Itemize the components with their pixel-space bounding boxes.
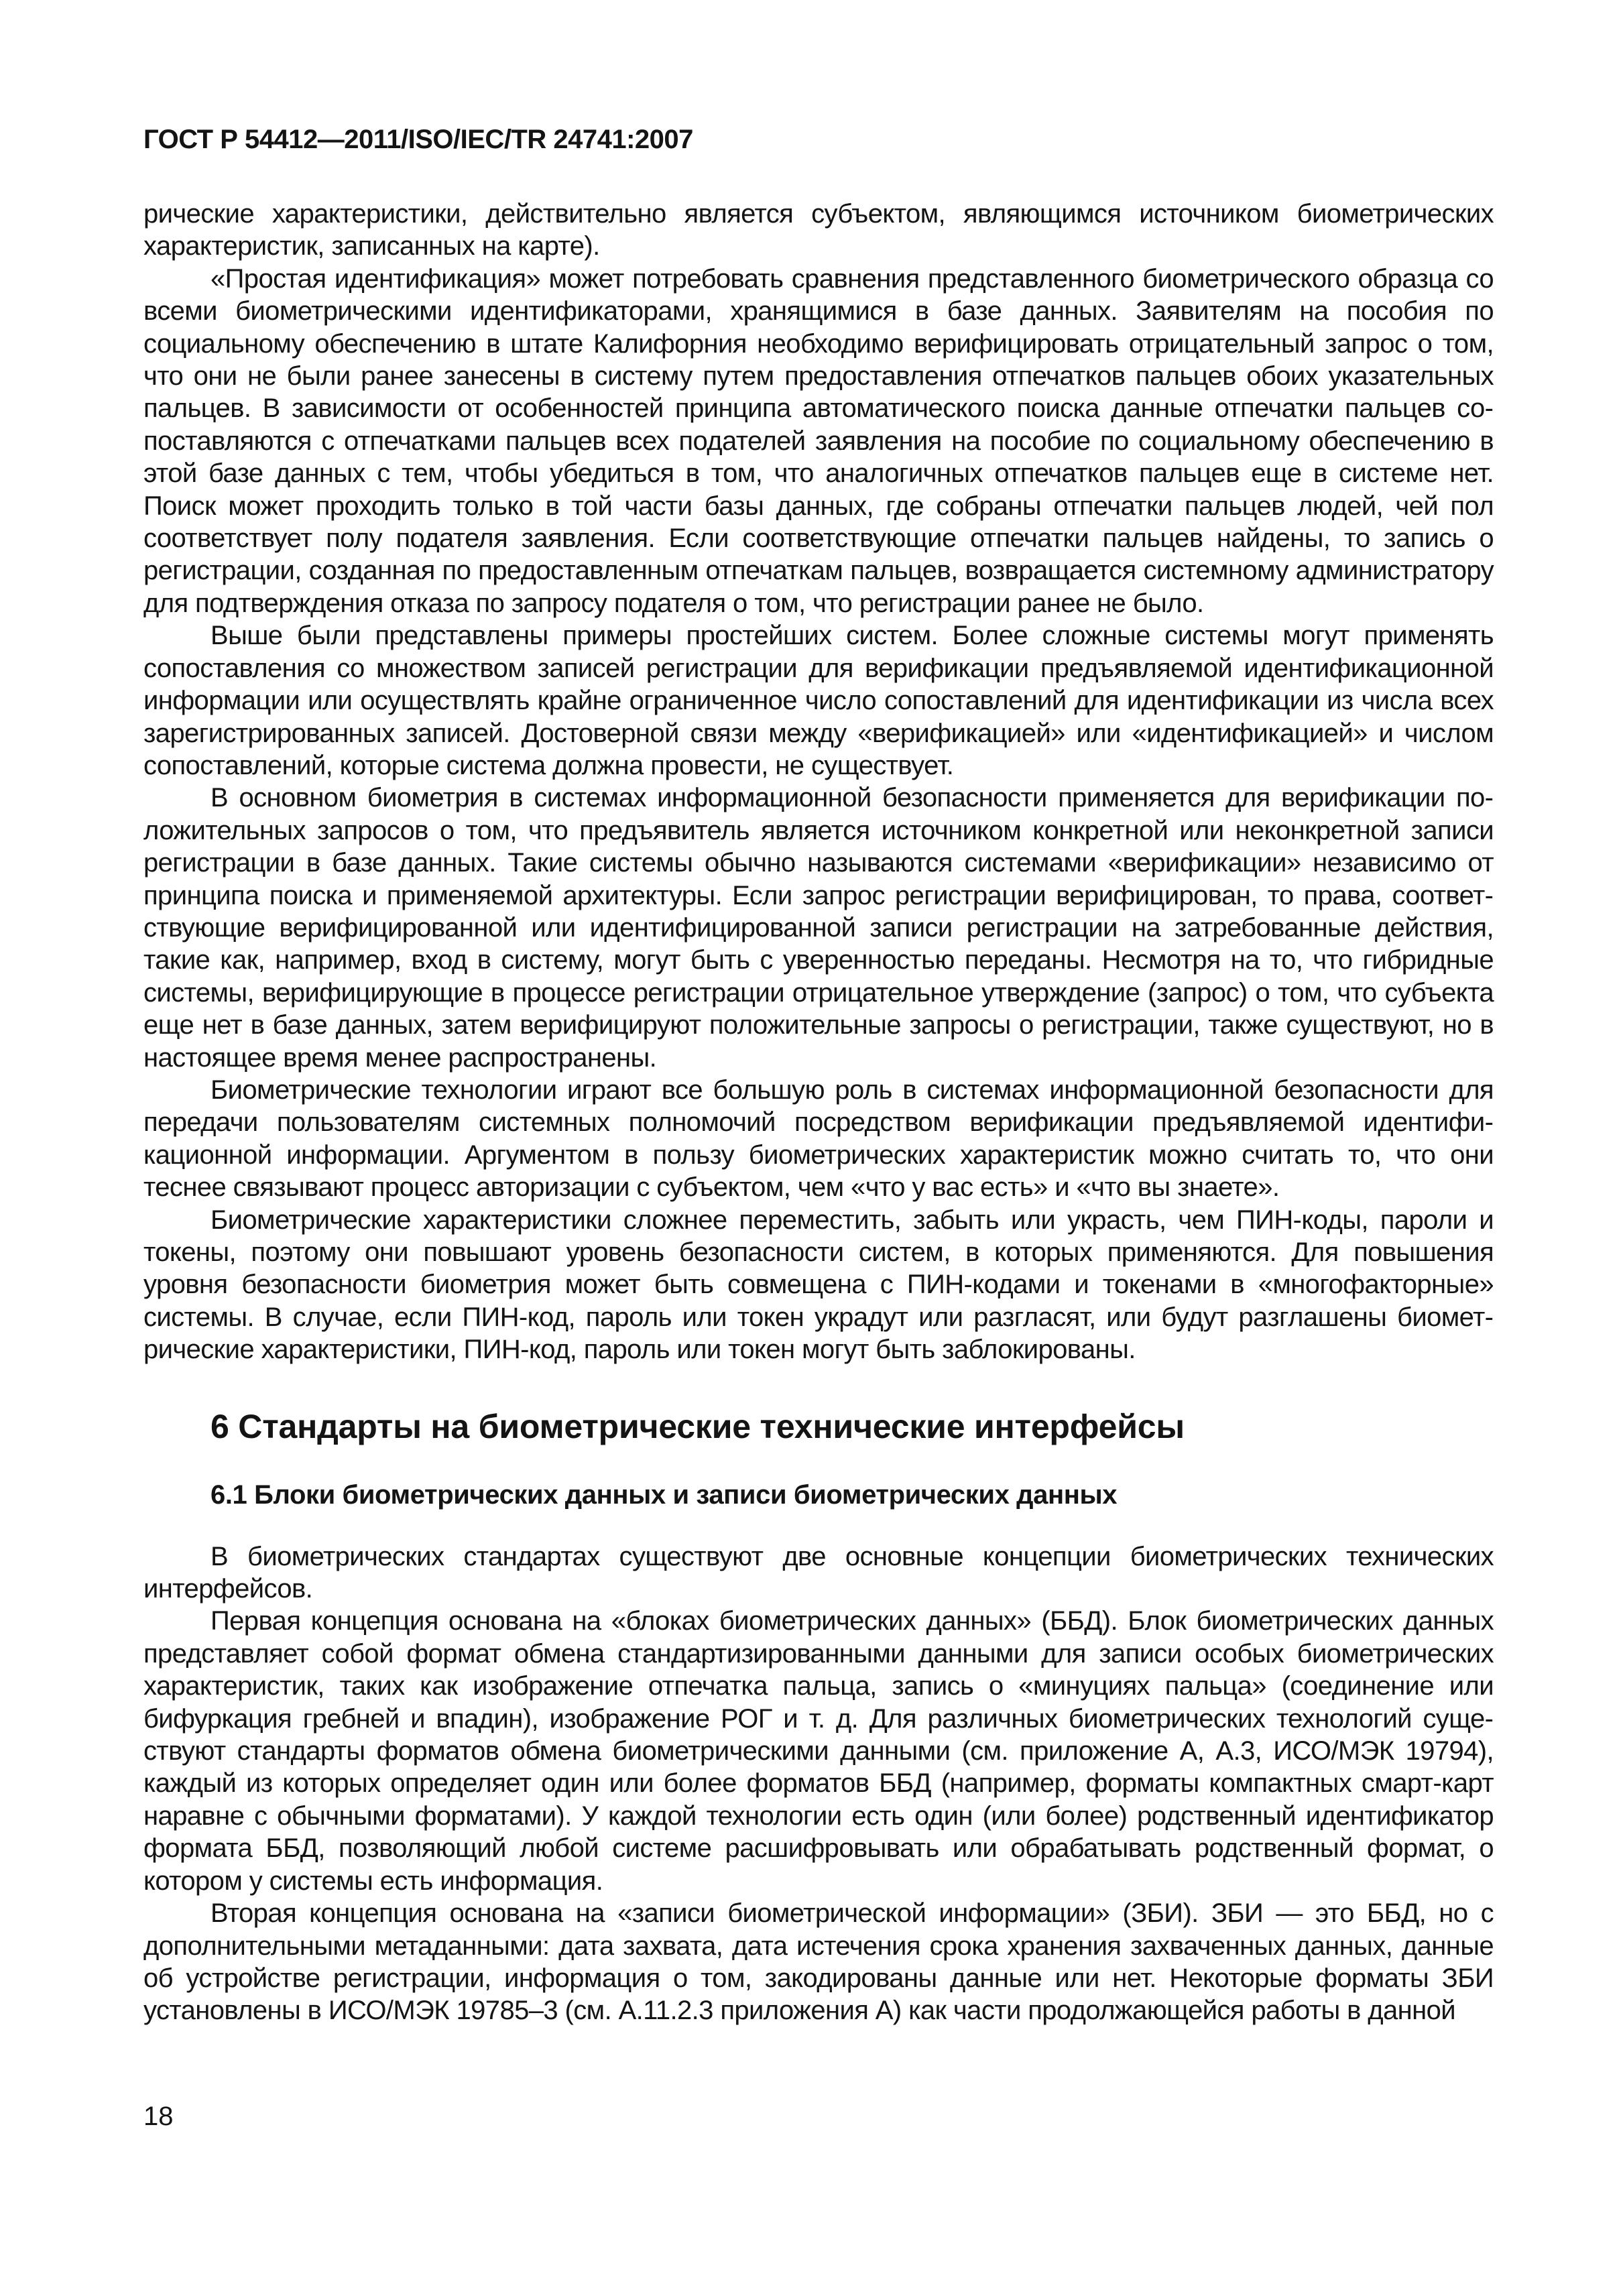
paragraph-biometric-technologies: Биометрические технологии играют все большую роль в системах информационной безопасности для передачи пользователям системных полномочий посредством верификации предъявляемой идентификационной информации. Аргументом в пользу биометрических характеристик можно считать то, что они теснее связывают процесс авторизации с субъектом, чем «что у вас есть» и «что вы знаете».	[143, 1075, 1494, 1203]
section-heading: 6 Стандарты на биометрические технические интерфейсы	[211, 1407, 1185, 1445]
page-number: 18	[143, 2102, 174, 2131]
running-header: ГОСТ Р 54412—2011/ISO/IEC/TR 24741:2007	[143, 125, 693, 154]
subsection-heading: 6.1 Блоки биометрических данных и записи биометрических данных	[211, 1479, 1118, 1510]
paragraph-bdb-concept: Первая концепция основана на «блоках биометрических данных» (ББД). Блок биометрических данных представляет собой формат обмена стандартизированными данными для записи особых биометрических характеристик, таких как изображение отпечатка пальца, запись о «минуциях пальца» (соединение или бифуркация гребней и впадин), изображение РОГ и т. д. Для различных биометрических технологий существуют стандарты форматов обмена биометрическими данными (см. приложение А, А.3, ИСО/МЭК 19794), каждый из которых определяет один или более форматов ББД (например, форматы компактных смарт-карт наравне с обычными форматами). У каждой технологии есть один (или более) родственный идентификатор формата ББД, позволяющий любой системе расшифровывать или обрабатывать родственный формат, о котором у системы есть информация.	[143, 1606, 1494, 1896]
paragraph-verification-systems: В основном биометрия в системах информационной безопасности применяется для верификации положительных запросов о том, что предъявитель является источником конкретной или неконкретной записи регистрации в базе данных. Такие системы обычно называются системами «верификации» независимо от принципа поиска и применяемой архитектуры. Если запрос регистрации верифицирован, то права, соответствующие верифицированной или идентифицированной записи регистрации на затребованные действия, такие как, например, вход в систему, могут быть с уверенностью переданы. Несмотря на то, что гибридные системы, верифицирующие в процессе регистрации отрицательное утверждение (запрос) о том, что субъекта еще нет в базе данных, затем верифицируют положительные запросы о регистрации, также существуют, но в настоящее время менее распространены.	[143, 783, 1494, 1073]
paragraph-bir-concept: Вторая концепция основана на «записи биометрической информации» (ЗБИ). ЗБИ — это ББД, но с дополнительными метаданными: дата захвата, дата истечения срока хранения захваченных данных, данные об устройстве регистрации, информация о том, закодированы данные или нет. Некоторые форматы ЗБИ установлены в ИСО/МЭК 19785–3 (см. А.11.2.3 приложения А) как части продолжающейся работы в данной	[143, 1898, 1494, 2026]
paragraph-multifactor: Биометрические характеристики сложнее переместить, забыть или украсть, чем ПИН-коды, пароли и токены, поэтому они повышают уровень безопасности систем, в которых применяются. Для повышения уровня безопасности биометрия может быть совмещена с ПИН-кодами и токенами в «многофакторные» системы. В случае, если ПИН-код, пароль или токен украдут или разгласят, или будут разглашены биометрические характеристики, ПИН-код, пароль или токен могут быть заблокированы.	[143, 1205, 1494, 1365]
paragraph-two-concepts: В биометрических стандартах существуют две основные концепции биометрических технических интерфейсов.	[143, 1541, 1494, 1604]
paragraph-complex-systems: Выше были представлены примеры простейших систем. Более сложные системы могут применять сопоставления со множеством записей регистрации для верификации предъявляемой идентификационной информации или осуществлять крайне ограниченное число сопоставлений для идентификации из числа всех зарегистрированных записей. Достоверной связи между «верификацией» или «идентификацией» и числом сопоставлений, которые система должна провести, не существует.	[143, 621, 1494, 780]
body-text	[143, 198, 1494, 2027]
paragraph-simple-identification: «Простая идентификация» может потребовать сравнения представленного биометрического образца со всеми биометрическими идентификаторами, хранящимися в базе данных. Заявителям на пособия по социальному обеспечению в штате Калифорния необходимо верифицировать отрицательный запрос о том, что они не были ранее занесены в систему путем предоставления отпечатков пальцев обоих указательных пальцев. В зависимости от особенностей принципа автоматического поиска данные отпечатки пальцев сопоставляются с отпечатками пальцев всех подателей заявления на пособие по социальному обеспечению в этой базе данных с тем, чтобы убедиться в том, что аналогичных отпечатков пальцев еще в системе нет. Поиск может проходить только в той части базы данных, где собраны отпечатки пальцев людей, чей пол соответствует полу подателя заявления. Если соответствующие отпечатки пальцев найдены, то запись о регистрации, созданная по предоставленным отпечаткам пальцев, возвращается системному администратору для подтверждения отказа по запросу подателя о том, что регистрации ранее не было.	[143, 263, 1494, 618]
paragraph-continuation: рические характеристики, действительно является субъектом, являющимся источником биометрических характеристик, записанных на карте).	[143, 199, 1494, 261]
